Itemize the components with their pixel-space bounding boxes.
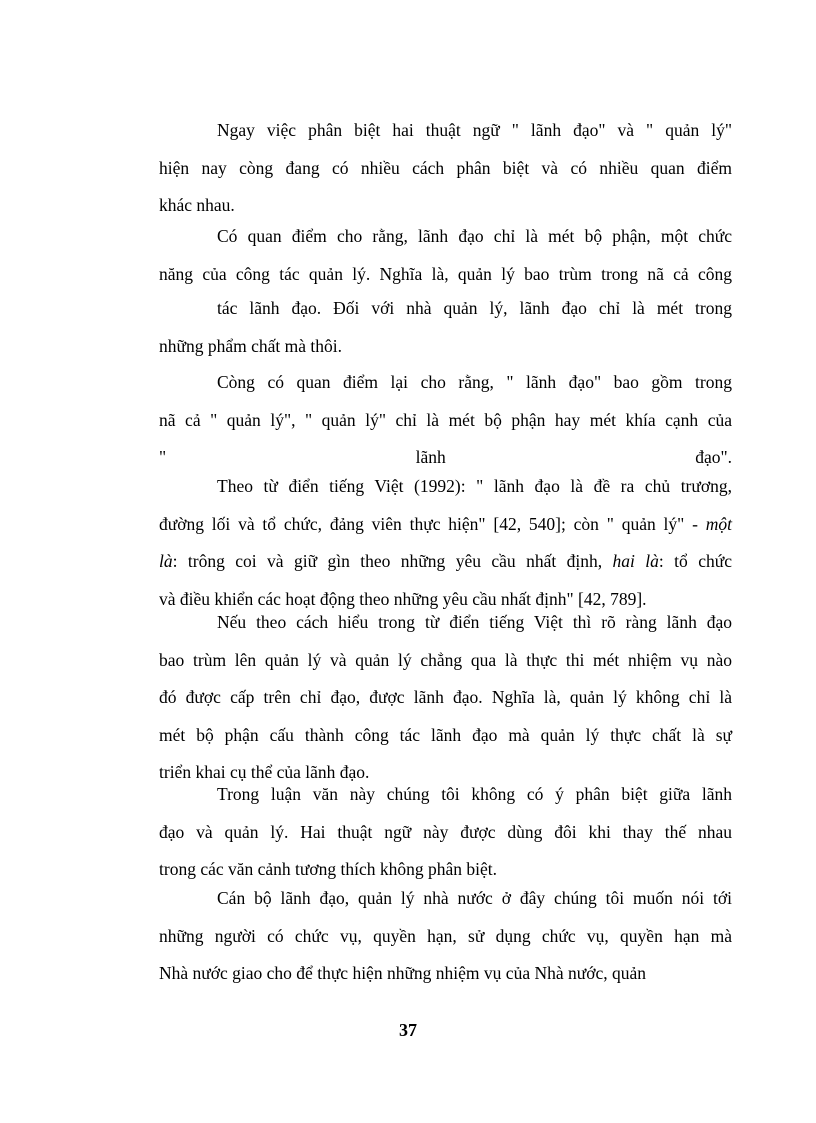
paragraph-2 bbox=[159, 218, 732, 293]
text-line: Trong luận văn này chúng tôi không có ý phân biệt giữa lãnh bbox=[217, 784, 732, 804]
page-number: 37 bbox=[399, 1020, 417, 1040]
text-line: bao trùm lên quản lý và quản lý chẳng qua là thực thi mét nhiệm vụ nào bbox=[159, 649, 732, 670]
paragraph-6 bbox=[159, 604, 732, 792]
text-line: hiện nay còng đang có nhiều cách phân biệt và có nhiều quan điểm bbox=[159, 157, 732, 178]
text-line: Theo từ điển tiếng Việt (1992): " lãnh đạo là đề ra chủ trương, bbox=[217, 476, 732, 496]
italic-text: một bbox=[705, 513, 732, 534]
text-line: và điều khiển các hoạt động theo những yêu cầu nhất định" [42, 789]. bbox=[159, 588, 647, 609]
italic-text: là bbox=[159, 551, 173, 571]
word: lãnh bbox=[415, 447, 446, 467]
text-line: đó được cấp trên chỉ đạo, được lãnh đạo. Nghĩa là, quản lý không chỉ là bbox=[159, 687, 732, 707]
text-line bbox=[159, 506, 732, 544]
text-line: mét bộ phận cấu thành công tác lãnh đạo mà quản lý thực chất là sự bbox=[159, 724, 732, 745]
paragraph-3 bbox=[159, 290, 732, 365]
paragraph-4 bbox=[159, 364, 732, 477]
paragraph-7 bbox=[159, 776, 732, 889]
text-line bbox=[159, 543, 732, 581]
text-line: Nếu theo cách hiểu trong từ điển tiếng Việt thì rõ ràng lãnh đạo bbox=[217, 612, 732, 632]
italic-text: hai là bbox=[612, 551, 659, 571]
paragraph-8 bbox=[159, 880, 732, 993]
text-run: : trông coi và giữ gìn theo những yêu cầu nhất định, bbox=[172, 551, 613, 571]
text-line: tác lãnh đạo. Đối với nhà quản lý, lãnh đạo chỉ là mét trong bbox=[217, 298, 732, 318]
word: " bbox=[159, 447, 167, 467]
text-line: Ngay việc phân biệt hai thuật ngữ " lãnh đạo" và " quản lý" bbox=[217, 120, 732, 140]
text-run: : tổ chức bbox=[658, 551, 732, 571]
text-line: Có quan điểm cho rằng, lãnh đạo chỉ là mét bộ phận, một chức bbox=[217, 226, 732, 246]
text-line: triển khai cụ thể của lãnh đạo. bbox=[159, 762, 370, 782]
word: đạo". bbox=[695, 447, 732, 467]
text-line: đạo và quản lý. Hai thuật ngữ này được dùng đôi khi thay thế nhau bbox=[159, 821, 732, 842]
text-line: Nhà nước giao cho để thực hiện những nhiệm vụ của Nhà nước, quản bbox=[159, 963, 647, 983]
text-line: Còng có quan điểm lại cho rằng, " lãnh đạo" bao gồm trong bbox=[217, 372, 732, 392]
text-line: năng của công tác quản lý. Nghĩa là, quản lý bao trùm trong nã cả công bbox=[159, 263, 732, 284]
text-line: trong các văn cảnh tương thích không phân biệt. bbox=[159, 859, 498, 879]
text-run: đường lối và tổ chức, đảng viên thực hiện" [42, 540]; còn " quản lý" - bbox=[159, 513, 706, 534]
text-line: những người có chức vụ, quyền hạn, sử dụng chức vụ, quyền hạn mà bbox=[159, 925, 732, 946]
text-line: nã cả " quản lý", " quản lý" chỉ là mét bộ phận hay mét khía cạnh của bbox=[159, 409, 732, 430]
text-line: Cán bộ lãnh đạo, quản lý nhà nước ở đây chúng tôi muốn nói tới bbox=[217, 888, 732, 908]
text-line: khác nhau. bbox=[159, 195, 235, 215]
text-line: những phẩm chất mà thôi. bbox=[159, 335, 342, 356]
paragraph-1 bbox=[159, 112, 732, 225]
paragraph-5 bbox=[159, 468, 732, 618]
